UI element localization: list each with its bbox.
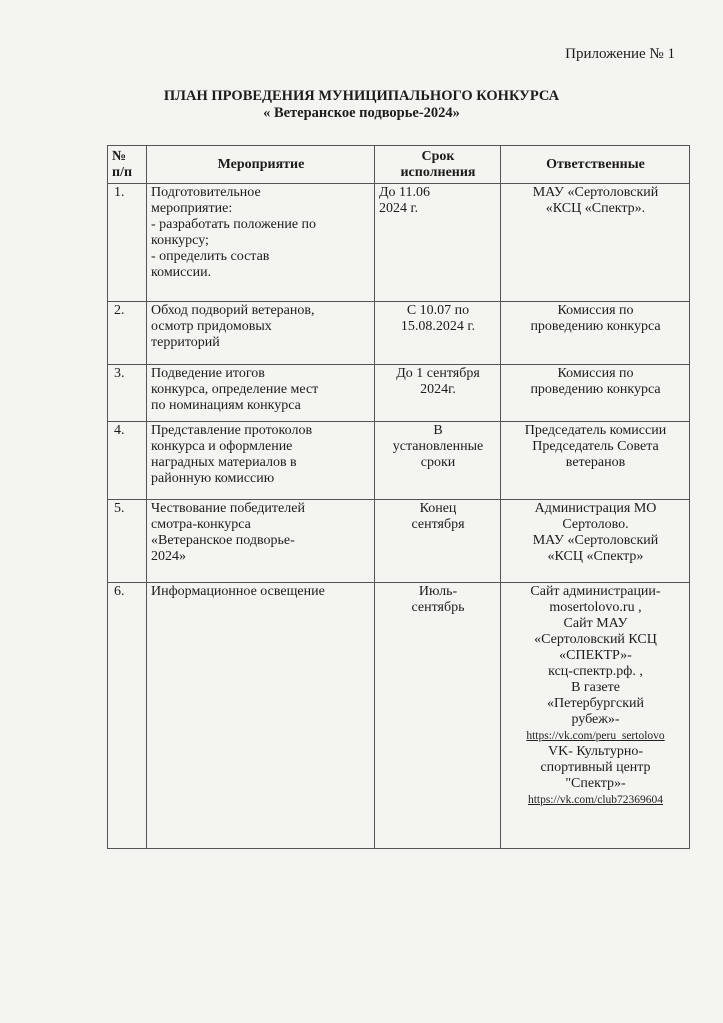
row-term: До 11.06 2024 г.	[375, 184, 501, 302]
row-term: С 10.07 по 15.08.2024 г.	[375, 302, 501, 365]
row-event: Чествование победителей смотра-конкурса «Ветеранское подворье- 2024»	[147, 500, 375, 583]
row-num: 5.	[108, 500, 147, 583]
vk-peru-link[interactable]: https://vk.com/peru_sertolovo	[526, 730, 665, 742]
appendix-label: Приложение № 1	[565, 46, 675, 62]
title-line-1: ПЛАН ПРОВЕДЕНИЯ МУНИЦИПАЛЬНОГО КОНКУРСА	[163, 88, 560, 104]
header-term: Срок исполнения	[375, 146, 501, 184]
row-num: 1.	[108, 184, 147, 302]
row-num: 4.	[108, 422, 147, 500]
row-event: Представление протоколов конкурса и оформление наградных материалов в районную комиссию	[147, 422, 375, 500]
row-term: Конец сентября	[375, 500, 501, 583]
table-row	[108, 184, 690, 302]
table-row	[108, 500, 690, 583]
row-event: Подведение итогов конкурса, определение мест по номинациям конкурса	[147, 365, 375, 422]
table-body	[108, 184, 690, 849]
row-responsible: Комиссия по проведению конкурса	[501, 302, 690, 365]
plan-table	[107, 145, 690, 849]
row-event: Обход подворий ветеранов, осмотр придомовых территорий	[147, 302, 375, 365]
row-num: 6.	[108, 583, 147, 849]
header-responsible: Ответственные	[501, 146, 690, 184]
row-responsible: МАУ «Сертоловский «КСЦ «Спектр».	[501, 184, 690, 302]
row-event: Подготовительное мероприятие: - разработать положение по конкурсу; - определить состав комиссии.	[147, 184, 375, 302]
header-num: № п/п	[108, 146, 147, 184]
row-num: 3.	[108, 365, 147, 422]
table-row	[108, 583, 690, 849]
table-row	[108, 422, 690, 500]
table-row	[108, 365, 690, 422]
row-term: Июль- сентябрь	[375, 583, 501, 849]
row-responsible: Сайт администрации- mosertolovo.ru , Сайт МАУ «Сертоловский КСЦ «СПЕКТР»- ксц-спектр.рф. , В газете «Петербургский рубеж»- https://vk.com/peru_sertolovo VK- Культурно- спортивный центр "Спектр»- https://vk.com/club72369604	[501, 583, 690, 849]
row-responsible: Председатель комиссии Председатель Совета ветеранов	[501, 422, 690, 500]
row-event: Информационное освещение	[147, 583, 375, 849]
row-term: До 1 сентября 2024г.	[375, 365, 501, 422]
vk-club-link[interactable]: https://vk.com/club72369604	[527, 794, 664, 806]
row-responsible: Комиссия по проведению конкурса	[501, 365, 690, 422]
row-responsible: Администрация МО Сертолово. МАУ «Сертоловский «КСЦ «Спектр»	[501, 500, 690, 583]
row-term: В установленные сроки	[375, 422, 501, 500]
title-line-2: « Ветеранское подворье-2024»	[263, 105, 460, 121]
header-event: Мероприятие	[147, 146, 375, 184]
document-title	[0, 88, 723, 122]
row-num: 2.	[108, 302, 147, 365]
table-header-row	[108, 146, 690, 184]
table-row	[108, 302, 690, 365]
